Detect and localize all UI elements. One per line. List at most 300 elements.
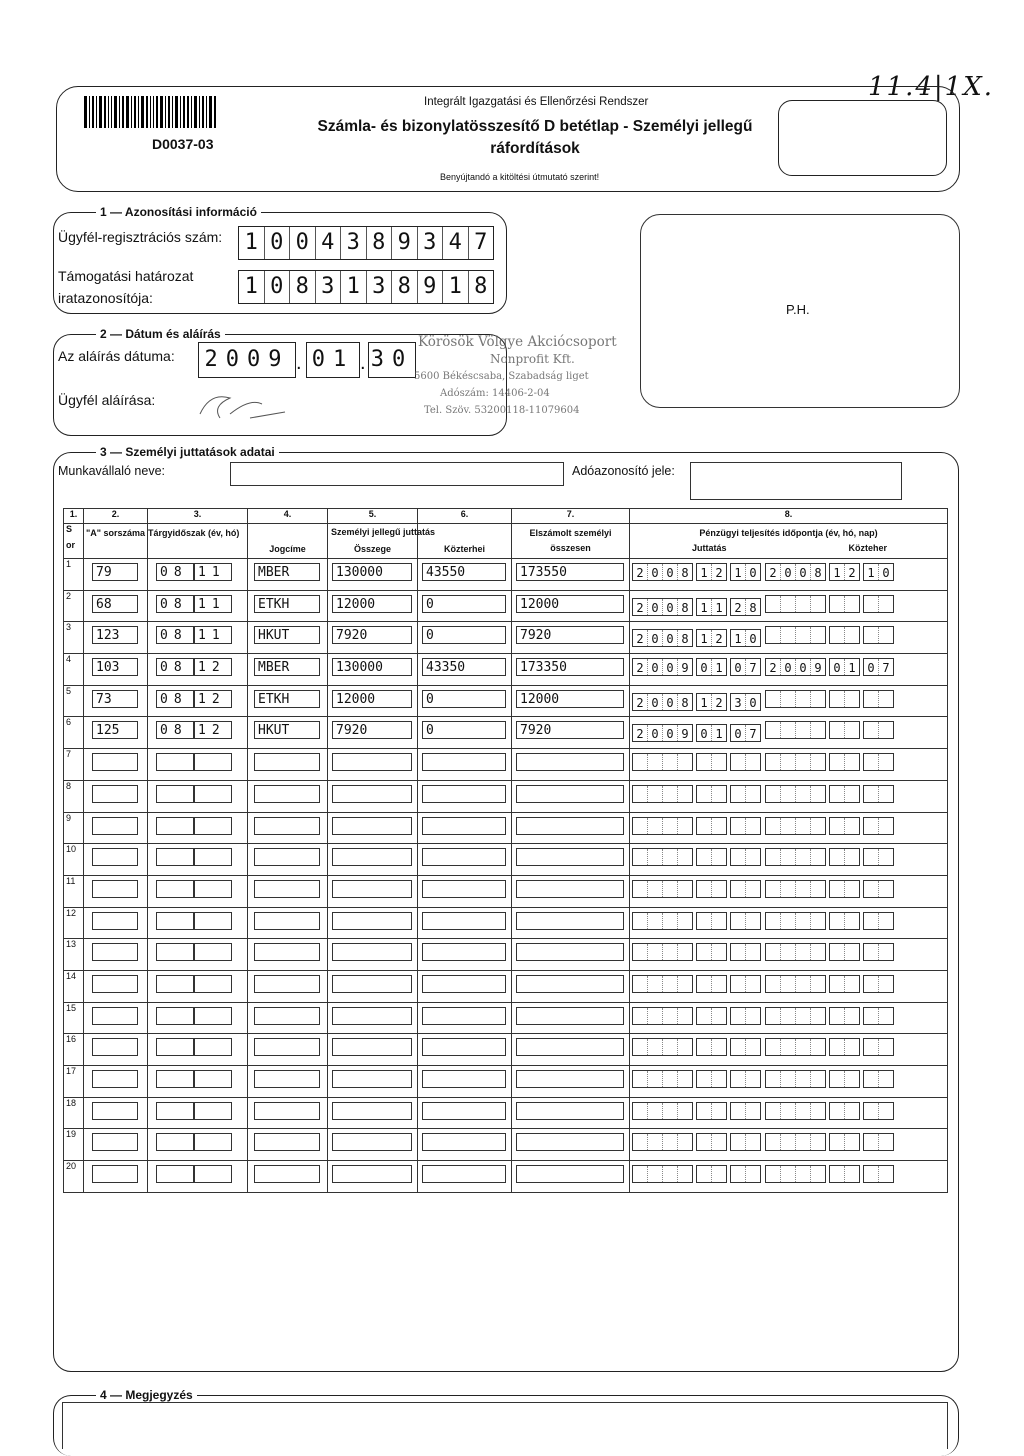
jogcim-input[interactable] [254,1038,320,1056]
date-digit [781,1134,796,1150]
a-serial-input[interactable] [92,1133,138,1151]
column-number: 5. [328,509,418,524]
period-month-input[interactable]: 11 [194,563,232,581]
period-year-input[interactable] [156,880,194,898]
table-row [64,685,948,717]
date-digit [746,1103,760,1119]
kozterhei-input[interactable]: 0 [422,595,506,613]
kozterhei-cell [418,717,512,749]
header-personal-benefit: Személyi jellegű juttatás [330,527,436,537]
period-year-input[interactable]: 08 [156,626,194,644]
payment-date-contribution[interactable] [765,1066,894,1088]
date-digit [830,754,845,770]
payment-date-benefit[interactable] [632,844,761,866]
payment-date-benefit[interactable] [632,1034,761,1056]
a-serial-input[interactable]: 123 [92,626,138,644]
date-digit [781,754,796,770]
osszeg-input[interactable] [332,785,412,803]
table-row [64,1034,948,1066]
row-number: 7 [64,749,84,781]
payment-date-benefit[interactable] [632,625,761,647]
settled-total-input[interactable] [516,1070,624,1088]
payment-date-contribution[interactable] [765,717,894,739]
date-digit [781,722,796,738]
table-row [64,1097,948,1129]
osszeg-input[interactable]: 130000 [332,658,412,676]
date-digit [766,1008,781,1024]
date-digit: 1 [848,661,856,676]
settled-total-input[interactable] [516,848,624,866]
osszeg-cell [328,844,418,876]
a-serial-input[interactable] [92,817,138,835]
osszeg-input[interactable]: 7920 [332,626,412,644]
digit-cell: 1 [239,227,265,259]
payment-date-contribution[interactable] [765,622,894,644]
registration-number-field[interactable] [238,226,494,260]
period-year-input[interactable] [156,1070,194,1088]
jogcim-input[interactable] [254,848,320,866]
a-serial-input[interactable] [92,1102,138,1120]
date-digit [766,754,781,770]
period-year-input[interactable] [156,912,194,930]
date-digit [746,1071,760,1087]
payment-date-benefit[interactable] [632,654,761,676]
form-title [300,116,770,160]
date-digit [712,1166,726,1182]
row-number: 4 [64,654,84,686]
kozterhei-input[interactable] [422,1102,506,1120]
digit-cell: 8 [392,271,418,303]
kozterhei-input[interactable]: 0 [422,626,506,644]
period-month-input[interactable]: 12 [194,658,232,676]
kozterhei-input[interactable] [422,880,506,898]
a-serial-input[interactable]: 125 [92,721,138,739]
jogcim-cell [248,970,328,1002]
jogcim-input[interactable] [254,1102,320,1120]
jogcim-input[interactable]: ETKH [254,690,320,708]
header-kozterhei: Közterhei [418,524,512,559]
osszeg-input[interactable] [332,880,412,898]
payment-date-benefit[interactable] [632,594,761,616]
a-serial-input[interactable] [92,848,138,866]
a-serial-input[interactable] [92,785,138,803]
payment-date-contribution[interactable] [765,939,894,961]
settled-total-input[interactable]: 7920 [516,721,624,739]
payment-date-cell [630,1066,948,1098]
settled-total-input[interactable] [516,975,624,993]
period-year-input[interactable] [156,943,194,961]
settled-total-cell [512,1034,630,1066]
settled-total-input[interactable] [516,1038,624,1056]
settled-total-input[interactable]: 12000 [516,595,624,613]
date-digit: 7 [749,727,757,742]
osszeg-input[interactable]: 12000 [332,595,412,613]
kozterhei-input[interactable] [422,753,506,771]
period-month-input[interactable] [194,1102,232,1120]
payment-date-contribution[interactable] [765,1129,894,1151]
date-digit [712,1103,726,1119]
payment-date-contribution[interactable] [765,844,894,866]
period-year-input[interactable] [156,1007,194,1025]
a-serial-cell [84,590,148,622]
period-cell [148,780,248,812]
payment-date-benefit[interactable] [632,559,761,581]
date-month-field[interactable] [306,342,360,378]
payment-date-contribution[interactable] [765,971,894,993]
payment-date-benefit[interactable] [632,1003,761,1025]
payment-date-contribution[interactable] [765,1098,894,1120]
osszeg-input[interactable]: 12000 [332,690,412,708]
period-month-input[interactable]: 11 [194,626,232,644]
period-year-input[interactable]: 08 [156,563,194,581]
kozterhei-input[interactable] [422,1038,506,1056]
column-number: 1. [64,509,84,524]
date-year-field[interactable] [198,342,296,378]
period-month-input[interactable]: 12 [194,721,232,739]
jogcim-input[interactable] [254,943,320,961]
period-year-input[interactable] [156,753,194,771]
period-month-input[interactable] [194,1165,232,1183]
payment-date-contribution[interactable] [765,686,894,708]
jogcim-input[interactable]: ETKH [254,595,320,613]
remarks-field[interactable] [62,1402,948,1449]
kozterhei-input[interactable] [422,1165,506,1183]
period-month-input[interactable] [194,785,232,803]
period-year-input[interactable] [156,1038,194,1056]
date-digit [678,944,692,960]
date-digit [633,1103,648,1119]
payment-date-contribution[interactable] [765,876,894,898]
jogcim-input[interactable] [254,880,320,898]
a-serial-cell [84,717,148,749]
kozterhei-input[interactable]: 43350 [422,658,506,676]
payment-date-benefit[interactable] [632,813,761,835]
period-month-input[interactable]: 12 [194,690,232,708]
a-serial-input[interactable] [92,1165,138,1183]
date-digit [648,976,663,992]
a-serial-input[interactable] [92,912,138,930]
table-row [64,654,948,686]
settled-total-input[interactable]: 173550 [516,563,624,581]
jogcim-cell [248,1129,328,1161]
payment-date-benefit[interactable] [632,720,761,742]
settled-total-cell [512,1002,630,1034]
payment-date-contribution[interactable] [765,591,894,613]
jogcim-cell [248,907,328,939]
a-serial-input[interactable] [92,880,138,898]
a-serial-input[interactable] [92,1007,138,1025]
period-year-input[interactable] [156,1165,194,1183]
period-month-input[interactable] [194,753,232,771]
date-value: 01 [311,347,355,372]
settled-total-input[interactable] [516,817,624,835]
settled-total-input[interactable] [516,943,624,961]
period-month-input[interactable] [194,1007,232,1025]
stamp-line3: 5600 Békéscsaba, Szabadság liget [414,371,589,382]
osszeg-input[interactable]: 7920 [332,721,412,739]
table-row [64,717,948,749]
date-digit [830,849,845,865]
period-year-input[interactable]: 08 [156,658,194,676]
osszeg-input[interactable] [332,753,412,771]
period-cell [148,622,248,654]
kozterhei-input[interactable] [422,912,506,930]
period-year-input[interactable] [156,817,194,835]
signature-label: Ügyfél aláírása: [58,392,156,408]
date-digit [796,913,811,929]
payment-date-contribution[interactable] [765,908,894,930]
payment-date-benefit[interactable] [632,1129,761,1151]
jogcim-input[interactable] [254,1070,320,1088]
payment-date-benefit[interactable] [632,1098,761,1120]
payment-date-cell [630,559,948,591]
date-digit: 0 [749,695,757,710]
settled-total-input[interactable] [516,912,624,930]
date-digit [731,1103,746,1119]
period-month-input[interactable]: 11 [194,595,232,613]
payment-date-contribution[interactable] [765,781,894,803]
settled-total-cell [512,970,630,1002]
date-digit [864,1134,879,1150]
jogcim-input[interactable] [254,1165,320,1183]
osszeg-input[interactable] [332,975,412,993]
date-digit: 2 [731,599,746,615]
jogcim-input[interactable]: MBER [254,658,320,676]
payment-date-contribution[interactable] [765,749,894,771]
settled-total-input[interactable] [516,753,624,771]
settled-total-input[interactable] [516,1165,624,1183]
period-month-input[interactable] [194,1133,232,1151]
date-digit [712,1071,726,1087]
payment-date-benefit[interactable] [632,781,761,803]
date-digit [864,944,879,960]
osszeg-input[interactable] [332,1007,412,1025]
date-digit: 9 [681,661,689,676]
kozterhei-input[interactable] [422,975,506,993]
a-serial-input[interactable]: 103 [92,658,138,676]
osszeg-input[interactable] [332,1038,412,1056]
period-year-input[interactable] [156,975,194,993]
kozterhei-input[interactable] [422,848,506,866]
date-digit [731,1008,746,1024]
a-serial-input[interactable] [92,975,138,993]
date-digit [663,1008,678,1024]
jogcim-cell [248,559,328,591]
jogcim-input[interactable]: HKUT [254,626,320,644]
a-serial-input[interactable]: 73 [92,690,138,708]
period-month-input[interactable] [194,848,232,866]
kozterhei-input[interactable] [422,817,506,835]
osszeg-cell [328,812,418,844]
payment-date-benefit[interactable] [632,971,761,993]
kozterhei-input[interactable]: 43550 [422,563,506,581]
date-digit: 2 [766,659,781,675]
payment-date-benefit[interactable] [632,876,761,898]
date-digit [879,627,893,643]
osszeg-input[interactable] [332,848,412,866]
date-digit [766,849,781,865]
period-year-input[interactable] [156,848,194,866]
osszeg-input[interactable] [332,1165,412,1183]
payment-date-benefit[interactable] [632,1066,761,1088]
a-serial-cell [84,1161,148,1193]
period-month-input[interactable] [194,1038,232,1056]
payment-date-contribution[interactable] [765,1161,894,1183]
period-month-input[interactable] [194,912,232,930]
settled-total-input[interactable] [516,1102,624,1120]
period-year-input[interactable] [156,785,194,803]
osszeg-input[interactable]: 130000 [332,563,412,581]
payment-date-contribution[interactable] [765,1034,894,1056]
date-digit [663,1134,678,1150]
payment-date-benefit[interactable] [632,1161,761,1183]
kozterhei-input[interactable] [422,1007,506,1025]
period-month-input[interactable] [194,943,232,961]
date-digit [648,849,663,865]
date-digit [796,881,811,897]
date-digit [633,1134,648,1150]
organization-stamp [400,334,640,419]
a-serial-input[interactable] [92,943,138,961]
date-digit [845,913,859,929]
a-serial-input[interactable] [92,753,138,771]
tax-id-field[interactable] [690,462,902,500]
settled-total-input[interactable]: 173350 [516,658,624,676]
date-digit [678,754,692,770]
jogcim-input[interactable] [254,817,320,835]
date-value: 30 [370,347,414,372]
period-year-input[interactable]: 08 [156,690,194,708]
digit-cell: 4 [443,227,469,259]
payment-date-benefit[interactable] [632,689,761,711]
period-year-input[interactable] [156,1133,194,1151]
jogcim-input[interactable] [254,785,320,803]
column-number: 3. [148,509,248,524]
date-digit [781,1071,796,1087]
date-digit [766,976,781,992]
a-serial-input[interactable]: 68 [92,595,138,613]
kozterhei-cell [418,654,512,686]
date-digit [633,849,648,865]
table-row [64,590,948,622]
date-digit: 7 [749,661,757,676]
settled-total-input[interactable] [516,880,624,898]
settled-total-input[interactable] [516,785,624,803]
osszeg-cell [328,1066,418,1098]
period-month-input[interactable] [194,1070,232,1088]
period-cell [148,875,248,907]
date-digit [879,691,893,707]
kozterhei-input[interactable]: 0 [422,721,506,739]
jogcim-input[interactable] [254,753,320,771]
date-digit: 1 [715,727,723,742]
date-digit [879,722,893,738]
period-month-input[interactable] [194,817,232,835]
settled-total-input[interactable]: 7920 [516,626,624,644]
a-serial-input[interactable]: 79 [92,563,138,581]
kozterhei-cell [418,907,512,939]
settled-total-cell [512,1161,630,1193]
payment-date-cell [630,1097,948,1129]
osszeg-cell [328,875,418,907]
date-digit [731,1039,746,1055]
payment-date-contribution[interactable] [765,813,894,835]
payment-date-benefit[interactable] [632,939,761,961]
kozterhei-input[interactable] [422,785,506,803]
date-digit [796,976,811,992]
a-serial-input[interactable] [92,1070,138,1088]
date-digit [648,1134,663,1150]
date-digit [633,754,648,770]
kozterhei-input[interactable]: 0 [422,690,506,708]
osszeg-input[interactable] [332,1102,412,1120]
date-digit: 2 [766,564,781,580]
settled-total-input[interactable]: 12000 [516,690,624,708]
kozterhei-input[interactable] [422,1133,506,1151]
osszeg-input[interactable] [332,1070,412,1088]
header-jogcim: Jogcíme [248,524,328,559]
employee-name-label: Munkavállaló neve: [58,464,166,478]
date-digit [830,691,845,707]
date-digit [864,1166,879,1182]
jogcim-input[interactable] [254,1133,320,1151]
settled-total-input[interactable] [516,1007,624,1025]
period-year-input[interactable]: 08 [156,721,194,739]
header-kozteher: Közteher [848,543,887,553]
period-year-input[interactable] [156,1102,194,1120]
osszeg-input[interactable] [332,817,412,835]
jogcim-input[interactable] [254,912,320,930]
employee-name-field[interactable] [230,462,564,486]
kozterhei-cell [418,1161,512,1193]
period-year-input[interactable]: 08 [156,595,194,613]
osszeg-input[interactable] [332,1133,412,1151]
kozterhei-input[interactable] [422,1070,506,1088]
date-digit [830,627,845,643]
period-month-input[interactable] [194,975,232,993]
settled-total-cell [512,559,630,591]
jogcim-input[interactable]: MBER [254,563,320,581]
table-row [64,749,948,781]
osszeg-input[interactable] [332,943,412,961]
payment-date-contribution[interactable] [765,1003,894,1025]
date-digit [766,722,781,738]
kozterhei-input[interactable] [422,943,506,961]
date-digit [663,818,678,834]
a-serial-cell [84,875,148,907]
date-digit [830,818,845,834]
decision-id-field[interactable] [238,270,494,304]
settled-total-input[interactable] [516,1133,624,1151]
osszeg-input[interactable] [332,912,412,930]
jogcim-input[interactable] [254,1007,320,1025]
payment-date-benefit[interactable] [632,908,761,930]
date-digit [864,881,879,897]
jogcim-input[interactable] [254,975,320,993]
jogcim-input[interactable]: HKUT [254,721,320,739]
table-row [64,812,948,844]
date-digit [864,1103,879,1119]
payment-date-contribution[interactable] [765,559,894,581]
a-serial-input[interactable] [92,1038,138,1056]
payment-date-contribution[interactable] [765,654,894,676]
payment-date-benefit[interactable] [632,749,761,771]
date-digit [879,881,893,897]
date-digit: 0 [796,564,811,580]
period-month-input[interactable] [194,880,232,898]
digit-cell: 8 [290,271,316,303]
date-digit: 1 [731,630,746,646]
